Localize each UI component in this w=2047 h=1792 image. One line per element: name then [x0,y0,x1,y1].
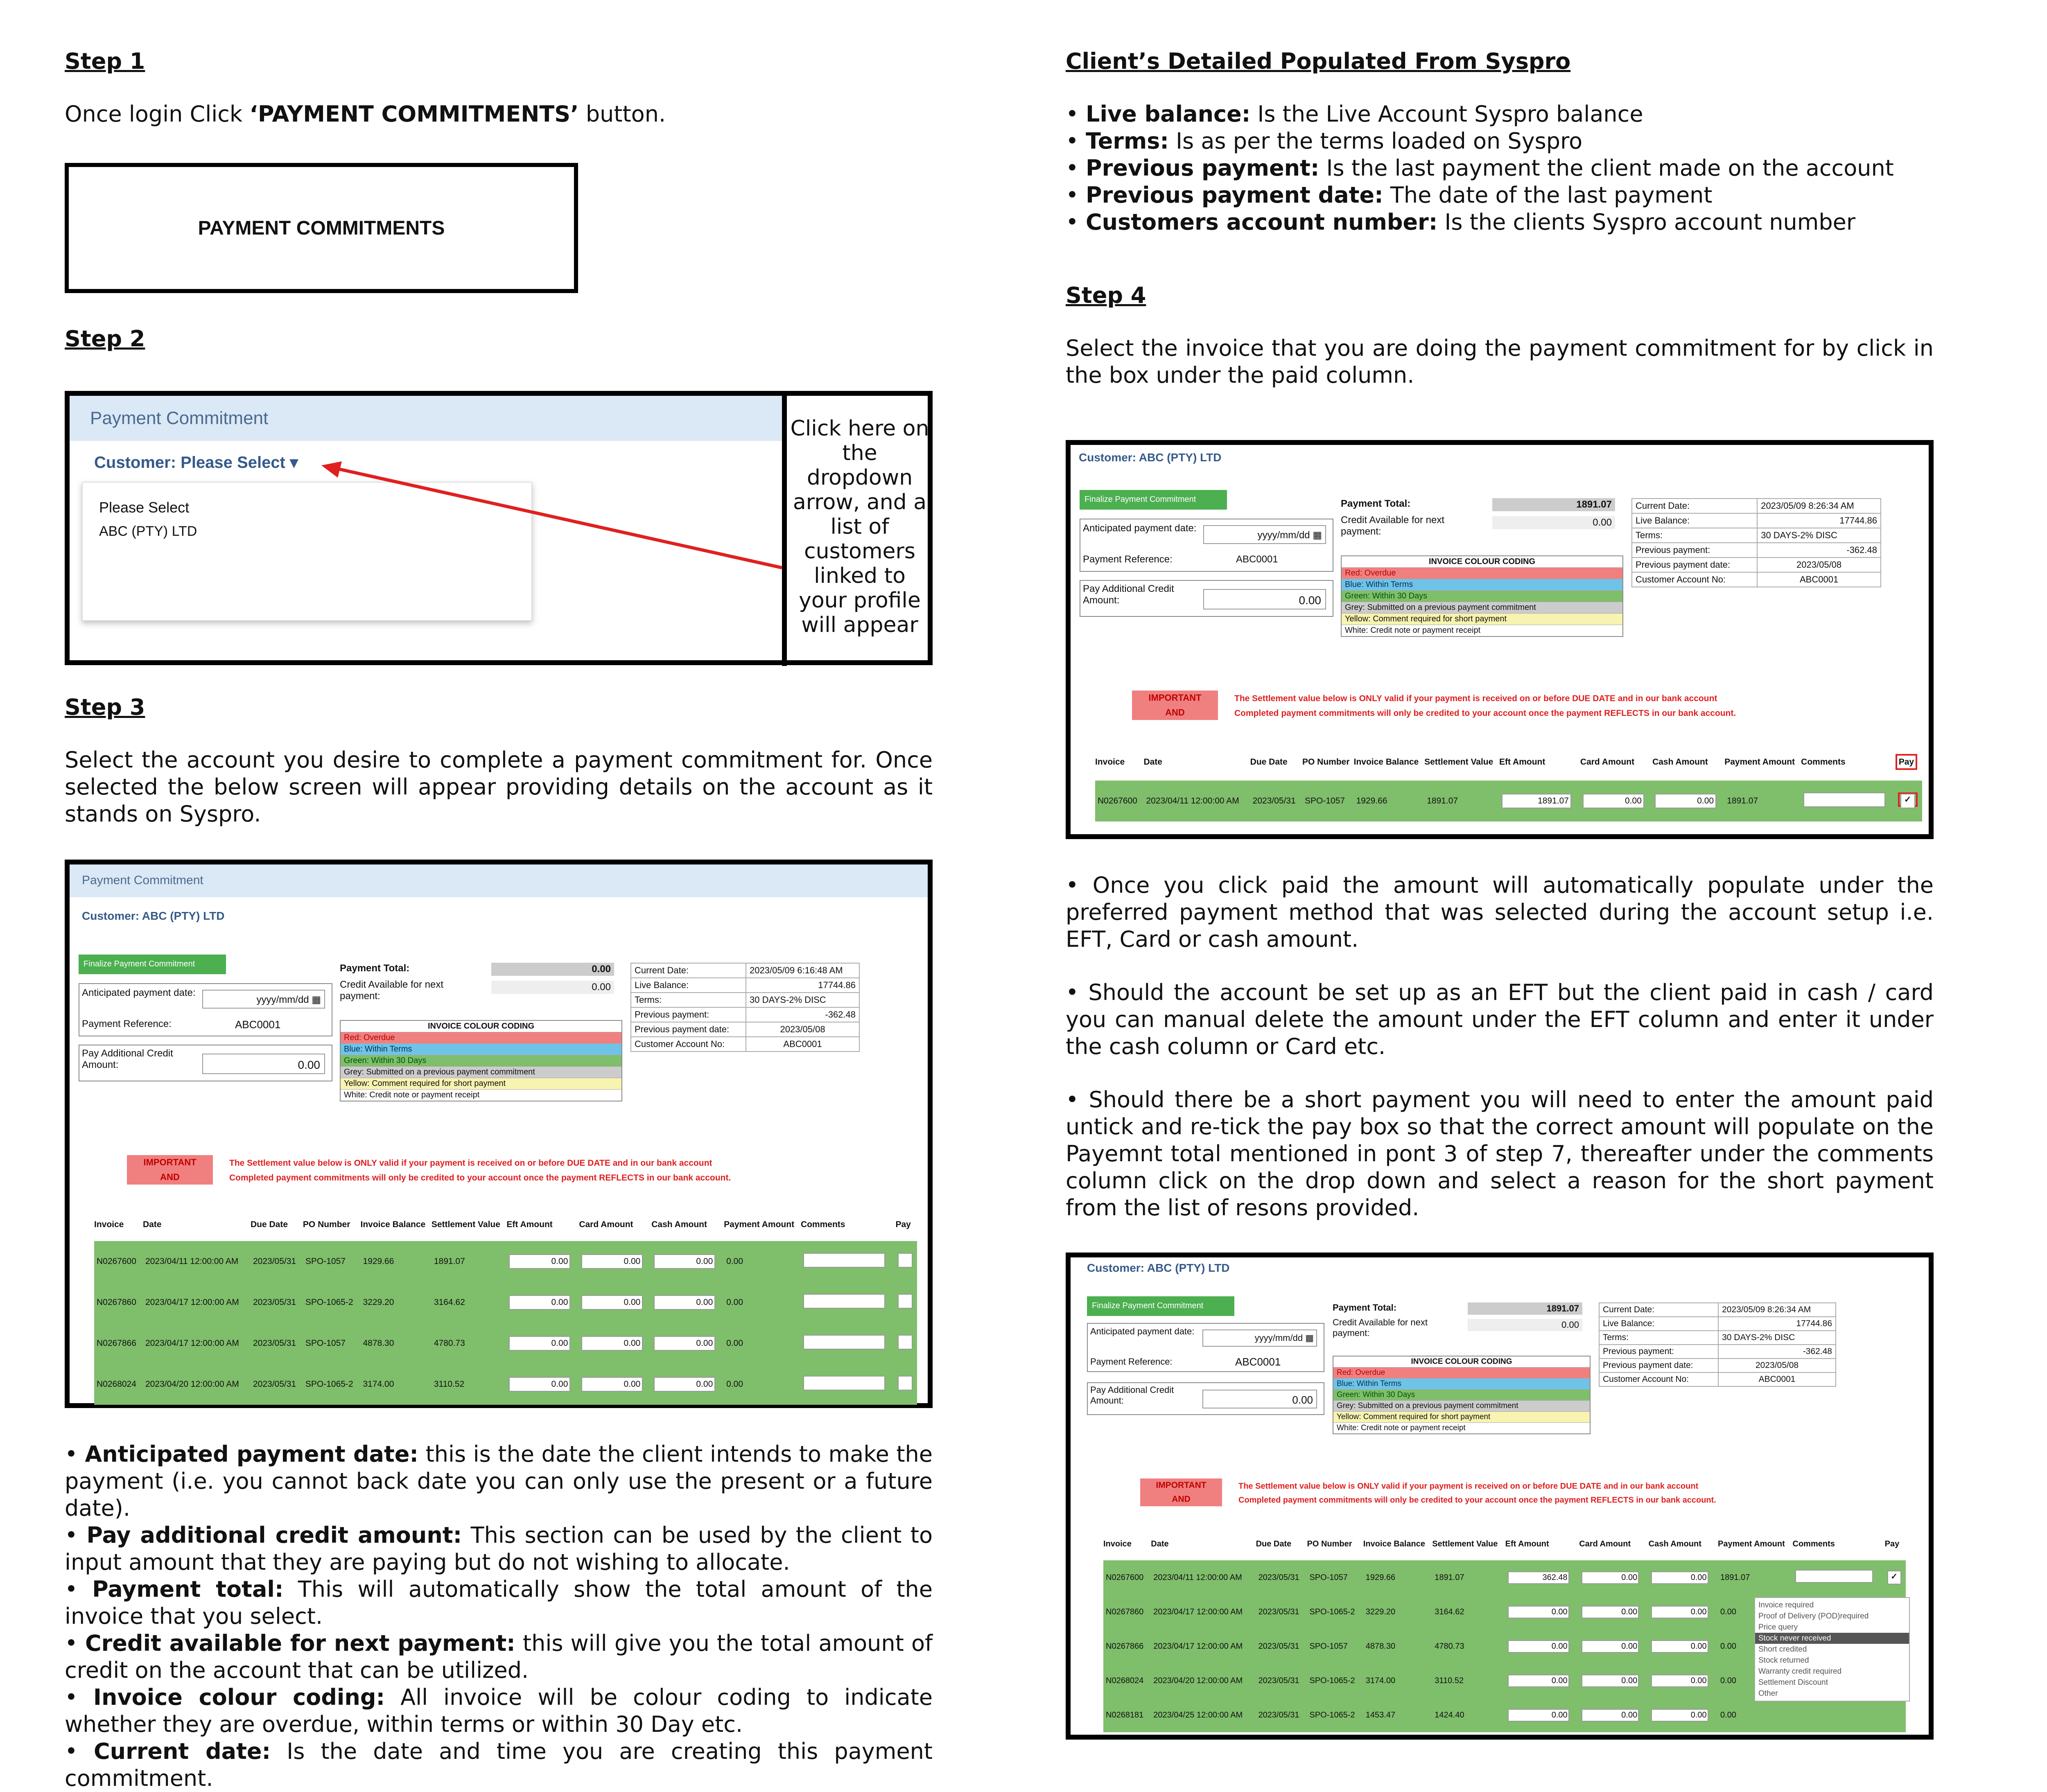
payref-label: Payment Reference: [82,1018,172,1029]
card-input[interactable]: 0.00 [1582,1571,1639,1584]
finalize-button[interactable]: Finalize Payment Commitment [1080,490,1227,510]
table-row[interactable]: N0267600 2023/04/11 12:00:00 AM 2023/05/31 SPO-1057 1929.66 1891.07 1891.07 0.00 0.00 1891.07 ✓ [1095,781,1922,822]
customer-select-dropdown[interactable]: Customer: Please Select ▾ [94,454,298,472]
col-header: Cash Amount [651,1220,707,1229]
legend-item: Yellow: Comment required for short payment [341,1078,621,1089]
bullet-item: • Current date: Is the date and time you are creating this payment commitment. [65,1738,933,1791]
step4-dropdown-screenshot: Customer: ABC (PTY) LTD Finalize Payment Commitment Anticipated payment date: yyyy/mm/dd ▦ Payment Reference: ABC0001 Pay Additional Credit Amount: 0.00 Payment Total: 1891.07 Credit Available for next payment: 0.00 INVOICE COLOUR CODING Red: Overdue Blue: Within Terms Green: Within 30 Days Grey: Submitted on a previous payment commitment Yellow: Comment required for short payment White: Credit note or payment receipt Current Date: 2023/05/09 8:26:34 AM Live Balance: 17744.86 Terms: 30 DAYS-2% DISC Previous payment: -362.48 Previous payment date: 2023/05/08 Customer Account No: ABC0001 IMPORTANT AND The Settlement value below is ONLY valid if your payment is received on or before DUE DATE and in our bank account Completed payment commitments will only be credited to your account once the payment REFLECTS in our bank account. Invoice Date Due Date PO Number Invoice Balance Settlement Value Eft Amount Card Amount Cash Amount Payment Amount Comments Pay N0267600 2023/04/11 12:00:00 AM 2023/05/31 SPO-1057 1929.66 1891.07 362.48 0.00 0.00 1891.07 ✓ N0267860 2023/04/17 12:00:00 AM 2023/05/31 SPO-1065-2 3229.20 3164.62 0.00 0.00 0.00 0.00 N0267866 2023/04/17 12:00:00 AM 2023/05/31 SPO-1057 4878.30 4780.73 0.00 0.00 0.00 0.00 N0268024 2023/04/20 12:00:00 AM 2023/05/31 SPO-1065-2 3174.00 3110.52 0.00 0.00 0.00 0.00 N0268181 2023/04/25 12:00:00 AM 2023/05/31 SPO-1065-2 1453.47 1424.40 0.00 0.00 0.00 0.00 Invoice required Proof of Delivery (POD)required Price query Stock never received Short credited Stock returned Warranty credit required Settlement Discount Other [1066,1253,1934,1740]
invoice-table: Invoice Date Due Date PO Number Invoice Balance Settlement Value Eft Amount Card Amount Cash Amount Payment Amount Comments Pay N0267600 2023/04/11 12:00:00 AM 2023/05/31 SPO-1057 1929.66 1891.07 362.48 0.00 0.00 1891.07 ✓ N0267860 2023/04/17 12:00:00 AM 2023/05/31 SPO-1065-2 3229.20 3164.62 0.00 0.00 0.00 0.00 N0267866 2023/04/17 12:00:00 AM 2023/05/31 SPO-1057 4878.30 4780.73 0.00 0.00 0.00 0.00 N0268024 2023/04/20 12:00:00 AM 2023/05/31 SPO-1065-2 3174.00 3110.52 0.00 0.00 0.00 0.00 N0268181 2023/04/25 12:00:00 AM 2023/05/31 SPO-1065-2 1453.47 1424.40 0.00 0.00 0.00 0.00 [1103,1528,1906,1732]
step4-bullet: • Should the account be set up as an EFT but the client paid in cash / card you can manual delete the amount under the EFT column and enter it under the cash column or Card etc. [1066,980,1934,1059]
step3-screenshot [65,860,933,1408]
notice: The Settlement value below is ONLY valid if your payment is received on or before DUE DATE and in our bank account Completed payment commitments will only be credited to your account once the payment REFLECTS in our bank account. [1234,694,1736,718]
step4-bullet: • Once you click paid the amount will automatically populate under the preferred payment method that was selected during the account setup i.e. EFT, Card or cash amount. [1066,872,1934,952]
card-input[interactable]: 0.00 [581,1254,643,1269]
col-header: Payment Amount [724,1220,795,1229]
info-value: -362.48 [746,1007,859,1022]
bullet-item: • Customers account number: Is the clients Syspro account number [1066,209,1856,235]
bullet-item: • Previous payment date: The date of the last payment [1066,182,1713,208]
account-info: Current Date: 2023/05/09 8:26:34 AM Live Balance: 17744.86 Terms: 30 DAYS-2% DISC Previous payment: -362.48 Previous payment date: 2023/05/08 Customer Account No: ABC0001 [1599,1302,1836,1387]
paytotal-label: Payment Total: [340,963,410,974]
eft-input[interactable]: 0.00 [509,1254,570,1269]
comment-select[interactable] [1803,792,1885,807]
anticipated-label: Anticipated payment date: [82,987,196,998]
paytotal-label: Payment Total: [1341,498,1411,509]
table-row[interactable]: N0267860 2023/04/17 12:00:00 AM 2023/05/31 SPO-1065-2 3229.20 3164.62 0.00 0.00 0.00 0.00 [94,1282,917,1323]
col-header: Settlement Value [431,1220,500,1229]
info-value: ABC0001 [746,1037,859,1052]
step4-title: Step 4 [1066,282,1146,308]
syspro-list [1066,101,1934,236]
eft-input[interactable]: 362.48 [1508,1571,1569,1584]
bullet-item: • Terms: Is as per the terms loaded on Syspro [1066,128,1583,154]
customer-label: Customer: ABC (PTY) LTD [1087,1262,1230,1274]
col-header: Due Date [251,1220,288,1229]
dropdown-option[interactable]: Settlement Discount [1758,1678,1828,1687]
field-descriptions [65,1441,933,1792]
payadd-input[interactable]: 0.00 [1203,589,1326,609]
card-input[interactable]: 0.00 [581,1377,643,1392]
credit-value: 0.00 [1492,516,1615,529]
dropdown-option[interactable]: Price query [1758,1623,1798,1632]
notice: The Settlement value below is ONLY valid if your payment is received on or before DUE DATE and in our bank account Completed payment commitments will only be credited to your account once the payment REFLECTS in our bank account. [1238,1482,1716,1505]
panel-header: Payment Commitment [70,864,928,897]
info-value: 2023/05/08 [746,1022,859,1037]
important-badge: IMPORTANT AND [1132,691,1218,720]
dropdown-option[interactable]: Short credited [1758,1645,1807,1654]
important-badge: IMPORTANT AND [1140,1478,1222,1506]
col-header: Card Amount [579,1220,633,1229]
colour-coding-legend: INVOICE COLOUR CODING Red: Overdue Blue: Within Terms Green: Within 30 Days Grey: Submitted on a previous payment commitment Yellow: Comment required for short payment White: Credit note or payment receipt [1341,555,1623,637]
notice: The Settlement value below is ONLY valid if your payment is received on or before DUE DATE and in our bank account Completed payment commitments will only be credited to your account once the payment REFLECTS in our bank account. [229,1158,731,1183]
date-input[interactable]: yyyy/mm/dd ▦ [202,990,325,1009]
info-label: Terms: [631,993,746,1007]
calendar-icon[interactable]: ▦ [312,994,321,1005]
colour-coding-legend: INVOICE COLOUR CODING Red: Overdue Blue: Within Terms Green: Within 30 Days Grey: Submitted on a previous payment commitment Yellow: Comment required for short payment White: Credit note or payment receipt [1333,1356,1591,1434]
eft-input[interactable]: 0.00 [509,1295,570,1310]
step4-screenshot [1066,440,1934,839]
invoice-table [94,1208,917,1405]
comment-select[interactable] [803,1376,885,1390]
pay-checkbox[interactable] [898,1253,913,1268]
bullet-item: • Previous payment: Is the last payment the client made on the account [1066,155,1894,181]
dropdown-option[interactable]: Warranty credit required [1758,1667,1842,1676]
info-label: Live Balance: [631,978,746,993]
payref-value: ABC0001 [235,1018,281,1031]
info-value: 2023/05/09 6:16:48 AM [746,963,859,978]
dropdown-option[interactable]: Proof of Delivery (POD)required [1758,1612,1869,1620]
pay-column-highlight: Pay [1896,754,1917,770]
table-row[interactable]: N0267866 2023/04/17 12:00:00 AM 2023/05/31 SPO-1057 4878.30 4780.73 0.00 0.00 0.00 0.00 [1103,1629,1906,1663]
dropdown-option[interactable]: Please Select [99,499,190,516]
invoice-table: Invoice Date Due Date PO Number Invoice Balance Settlement Value Eft Amount Card Amount Cash Amount Payment Amount Comments Pay N0267600 2023/04/11 12:00:00 AM 2023/05/31 SPO-1057 1929.66 1891.07 1891.07 0.00 0.00 1891.07 ✓ [1095,744,1922,822]
date-input[interactable]: yyyy/mm/dd ▦ [1202,1329,1317,1347]
step4-bullet: • Should there be a short payment you will need to enter the amount paid untick and re-tick the pay box so that the correct amount will populate on the Payemnt total mentioned in pont 3 of step 7, thereafter under the comments column click on the drop down and select a reason for the short payment from the list of resons provided. [1066,1087,1934,1221]
dropdown-option[interactable]: Other [1758,1689,1778,1698]
bullet-item: • Invoice colour coding: All invoice will be colour coding to indicate whether they are overdue, within terms or within 30 Day etc. [65,1684,933,1737]
table-row[interactable]: N0268024 2023/04/20 12:00:00 AM 2023/05/31 SPO-1065-2 3174.00 3110.52 0.00 0.00 0.00 0.00 [1103,1663,1906,1698]
step1-title: Step 1 [65,48,145,74]
cash-input[interactable]: 0.00 [654,1295,715,1310]
dropdown-option[interactable]: Stock returned [1758,1656,1809,1665]
legend-item: Green: Within 30 Days [341,1055,621,1066]
payment-commitments-button[interactable]: PAYMENT COMMITMENTS [65,163,578,293]
comment-select[interactable] [803,1335,885,1350]
dropdown-option-selected[interactable]: Stock never received [1755,1633,1909,1644]
customer-label: Customer: ABC (PTY) LTD [1079,451,1222,464]
payadd-input[interactable]: 0.00 [1202,1390,1317,1408]
dropdown-option[interactable]: ABC (PTY) LTD [99,524,197,539]
paytotal-value: 0.00 [491,963,614,976]
col-header: Comments [800,1220,845,1229]
card-input[interactable]: 0.00 [581,1336,643,1351]
col-header: Eft Amount [506,1220,553,1229]
cash-input[interactable]: 0.00 [654,1377,715,1392]
step4-text: Select the invoice that you are doing the payment commitment for by click in the box under the paid column. [1066,335,1934,388]
cash-input[interactable]: 0.00 [654,1336,715,1351]
eft-input[interactable]: 0.00 [509,1336,570,1351]
legend-item: Grey: Submitted on a previous payment commitment [341,1066,621,1078]
payref-label: Payment Reference: [1083,554,1173,565]
colour-coding-legend [340,1020,622,1101]
comment-select[interactable] [803,1294,885,1309]
finalize-button[interactable]: Finalize Payment Commitment [1087,1296,1234,1316]
info-value: 30 DAYS-2% DISC [746,993,859,1007]
pay-checkbox[interactable]: ✓ [1900,794,1915,808]
table-row[interactable]: N0268024 2023/04/20 12:00:00 AM 2023/05/31 SPO-1065-2 3174.00 3110.52 0.00 0.00 0.00 0.00 [94,1364,917,1405]
pay-checkbox[interactable] [898,1335,913,1350]
info-value: 17744.86 [746,978,859,993]
credit-label: Credit Available for next payment: [340,979,444,1002]
col-header: Pay [895,1220,911,1229]
step3-title: Step 3 [65,694,145,720]
cash-input[interactable]: 0.00 [1651,1571,1708,1584]
info-label: Previous payment: [631,1007,746,1022]
table-row[interactable]: N0267600 2023/04/11 12:00:00 AM 2023/05/31 SPO-1057 1929.66 1891.07 362.48 0.00 0.00 1891.07 ✓ [1103,1560,1906,1595]
syspro-title: Client’s Detailed Populated From Syspro [1066,48,1571,74]
comment-select[interactable] [1795,1570,1873,1583]
eft-input[interactable]: 0.00 [509,1377,570,1392]
legend-title: INVOICE COLOUR CODING [427,1022,534,1031]
pay-checkbox[interactable] [898,1294,913,1309]
anticipated-label: Anticipated payment date: [1083,523,1197,534]
comment-dropdown-list [1754,1597,1910,1702]
info-label: Previous payment date: [631,1022,746,1037]
cash-input[interactable]: 0.00 [1655,794,1716,808]
bullet-item: • Anticipated payment date: this is the date the client intends to make the payment (i.e. you cannot back date you can only use the present or a future date). [65,1441,933,1521]
table-row[interactable]: N0267600 2023/04/11 12:00:00 AM 2023/05/31 SPO-1057 1929.66 1891.07 0.00 0.00 0.00 0.00 [94,1241,917,1282]
table-row[interactable]: N0267866 2023/04/17 12:00:00 AM 2023/05/31 SPO-1057 4878.30 4780.73 0.00 0.00 0.00 0.00 [94,1323,917,1364]
credit-label: Credit Available for next payment: [1341,515,1445,537]
card-input[interactable]: 0.00 [1583,794,1644,808]
payadd-label: Pay Additional Credit Amount: [82,1048,173,1070]
date-input[interactable]: yyyy/mm/dd ▦ [1203,525,1326,544]
bullet-item: • Payment total: This will automatically show the total amount of the invoice that you select. [65,1576,933,1629]
payadd-label: Pay Additional Credit Amount: [1083,583,1174,606]
step2-callout: Click here on the dropdown arrow, and a list of customers linked to your profile will appear [790,416,929,637]
legend-item: Red: Overdue [341,1032,621,1043]
col-header: Date [142,1220,162,1229]
paytotal-value: 1891.07 [1492,498,1615,511]
important-badge: IMPORTANT AND [127,1155,213,1185]
pay-checkbox[interactable]: ✓ [1887,1571,1901,1584]
bullet-item: • Pay additional credit amount: This section can be used by the client to input amount that they are paying but do not wishing to allocate. [65,1522,933,1575]
col-header: Invoice [94,1220,124,1229]
step3-text: Select the account you desire to complete a payment commitment for. Once selected the below screen will appear providing details on the account as it stands on Syspro. [65,747,933,827]
red-arrow [70,396,929,666]
cash-input[interactable]: 0.00 [654,1254,715,1269]
table-row[interactable]: N0268181 2023/04/25 12:00:00 AM 2023/05/31 SPO-1065-2 1453.47 1424.40 0.00 0.00 0.00 0.00 [1103,1698,1906,1732]
account-info [630,963,860,1052]
step1-text: Once login Click ‘PAYMENT COMMITMENTS’ button. [65,101,666,127]
pay-checkbox[interactable] [898,1376,913,1390]
panel-header: Payment Commitment [70,396,782,441]
comment-select[interactable] [803,1253,885,1268]
chevron-down-icon[interactable]: ▾ [290,454,298,472]
info-label: Current Date: [631,963,746,978]
col-header: PO Number [303,1220,350,1229]
col-header: Invoice Balance [360,1220,426,1229]
step2-screenshot [65,391,933,665]
account-info: Current Date: 2023/05/09 8:26:34 AM Live Balance: 17744.86 Terms: 30 DAYS-2% DISC Previous payment: -362.48 Previous payment date: 2023/05/08 Customer Account No: ABC0001 [1631,498,1881,587]
payadd-input[interactable]: 0.00 [202,1054,325,1074]
customer-label[interactable]: Customer: ABC (PTY) LTD [82,910,225,922]
step2-title: Step 2 [65,326,145,352]
finalize-button[interactable]: Finalize Payment Commitment [79,955,226,974]
payref-value: ABC0001 [1236,554,1278,565]
credit-value: 0.00 [491,981,614,994]
legend-item: White: Credit note or payment receipt [341,1089,621,1101]
card-input[interactable]: 0.00 [581,1295,643,1310]
legend-item: Blue: Within Terms [341,1043,621,1055]
bullet-item: • Credit available for next payment: this will give you the total amount of credit on the account that can be utilized. [65,1630,933,1683]
info-label: Customer Account No: [631,1037,746,1052]
bullet-item: • Live balance: Is the Live Account Syspro balance [1066,101,1643,127]
dropdown-option[interactable]: Invoice required [1758,1601,1814,1609]
eft-input[interactable]: 1891.07 [1502,794,1571,808]
table-row[interactable]: N0267860 2023/04/17 12:00:00 AM 2023/05/31 SPO-1065-2 3229.20 3164.62 0.00 0.00 0.00 0.00 [1103,1595,1906,1629]
